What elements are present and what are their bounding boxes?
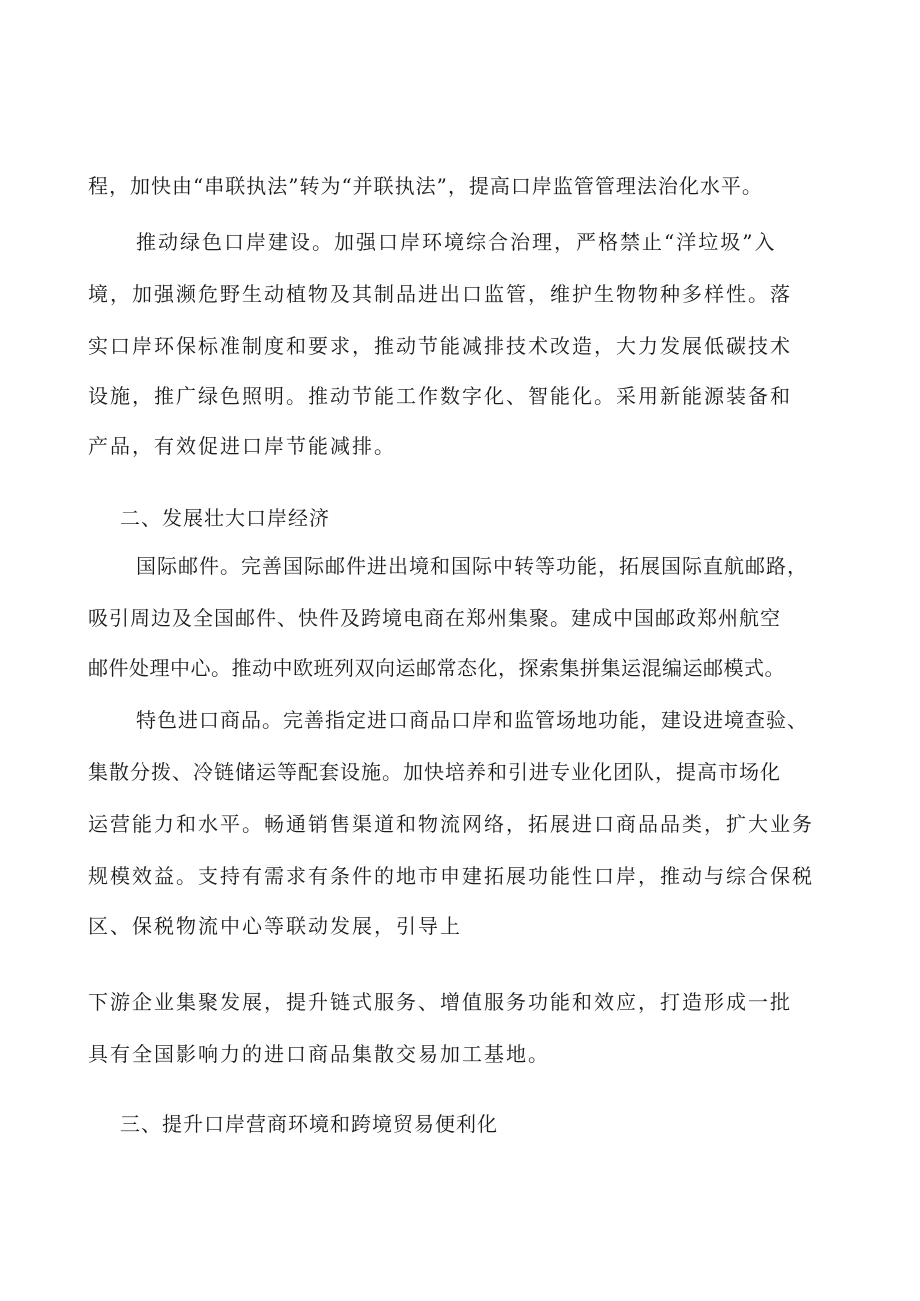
paragraph-line: 程，加快由“串联执法”转为“并联执法”，提高口岸监管管理法治化水平。 <box>88 174 763 198</box>
paragraph-line: 国际邮件。完善国际邮件进出境和国际中转等功能，拓展国际直航邮路， <box>136 554 808 578</box>
paragraph-line: 吸引周边及全国邮件、快件及跨境电商在郑州集聚。建成中国邮政郑州航空 <box>88 606 781 630</box>
paragraph-line: 设施，推广绿色照明。推动节能工作数字化、智能化。采用新能源装备和 <box>88 384 792 408</box>
paragraph-line: 邮件处理中心。推动中欧班列双向运邮常态化，探索集拼集运混编运邮模式。 <box>88 656 785 680</box>
paragraph-line: 具有全国影响力的进口商品集散交易加工基地。 <box>88 1042 550 1066</box>
paragraph-line: 规模效益。支持有需求有条件的地市申建拓展功能性口岸，推动与综合保税 <box>88 864 814 888</box>
paragraph-line: 集散分拨、冷链储运等配套设施。加快培养和引进专业化团队，提高市场化 <box>88 760 781 784</box>
paragraph-line: 运营能力和水平。畅通销售渠道和物流网络，拓展进口商品品类，扩大业务 <box>88 812 814 836</box>
paragraph-line: 产品，有效促进口岸节能减排。 <box>88 434 396 458</box>
paragraph-line: 实口岸环保标准制度和要求，推动节能减排技术改造，大力发展低碳技术 <box>88 334 792 358</box>
paragraph-line: 境，加强濒危野生动植物及其制品进出口监管，维护生物物种多样性。落 <box>88 282 792 306</box>
paragraph-line: 推动绿色口岸建设。加强口岸环境综合治理，严格禁止“洋垃圾”入 <box>136 230 777 254</box>
section-heading: 三、提升口岸营商环境和跨境贸易便利化 <box>120 1112 498 1136</box>
paragraph-line: 区、保税物流中心等联动发展，引导上 <box>88 914 462 938</box>
paragraph-line: 特色进口商品。完善指定进口商品口岸和监管场地功能，建设进境查验、 <box>136 708 808 732</box>
section-heading: 二、发展壮大口岸经济 <box>120 506 330 530</box>
paragraph-line: 下游企业集聚发展，提升链式服务、增值服务功能和效应，打造形成一批 <box>88 990 792 1014</box>
